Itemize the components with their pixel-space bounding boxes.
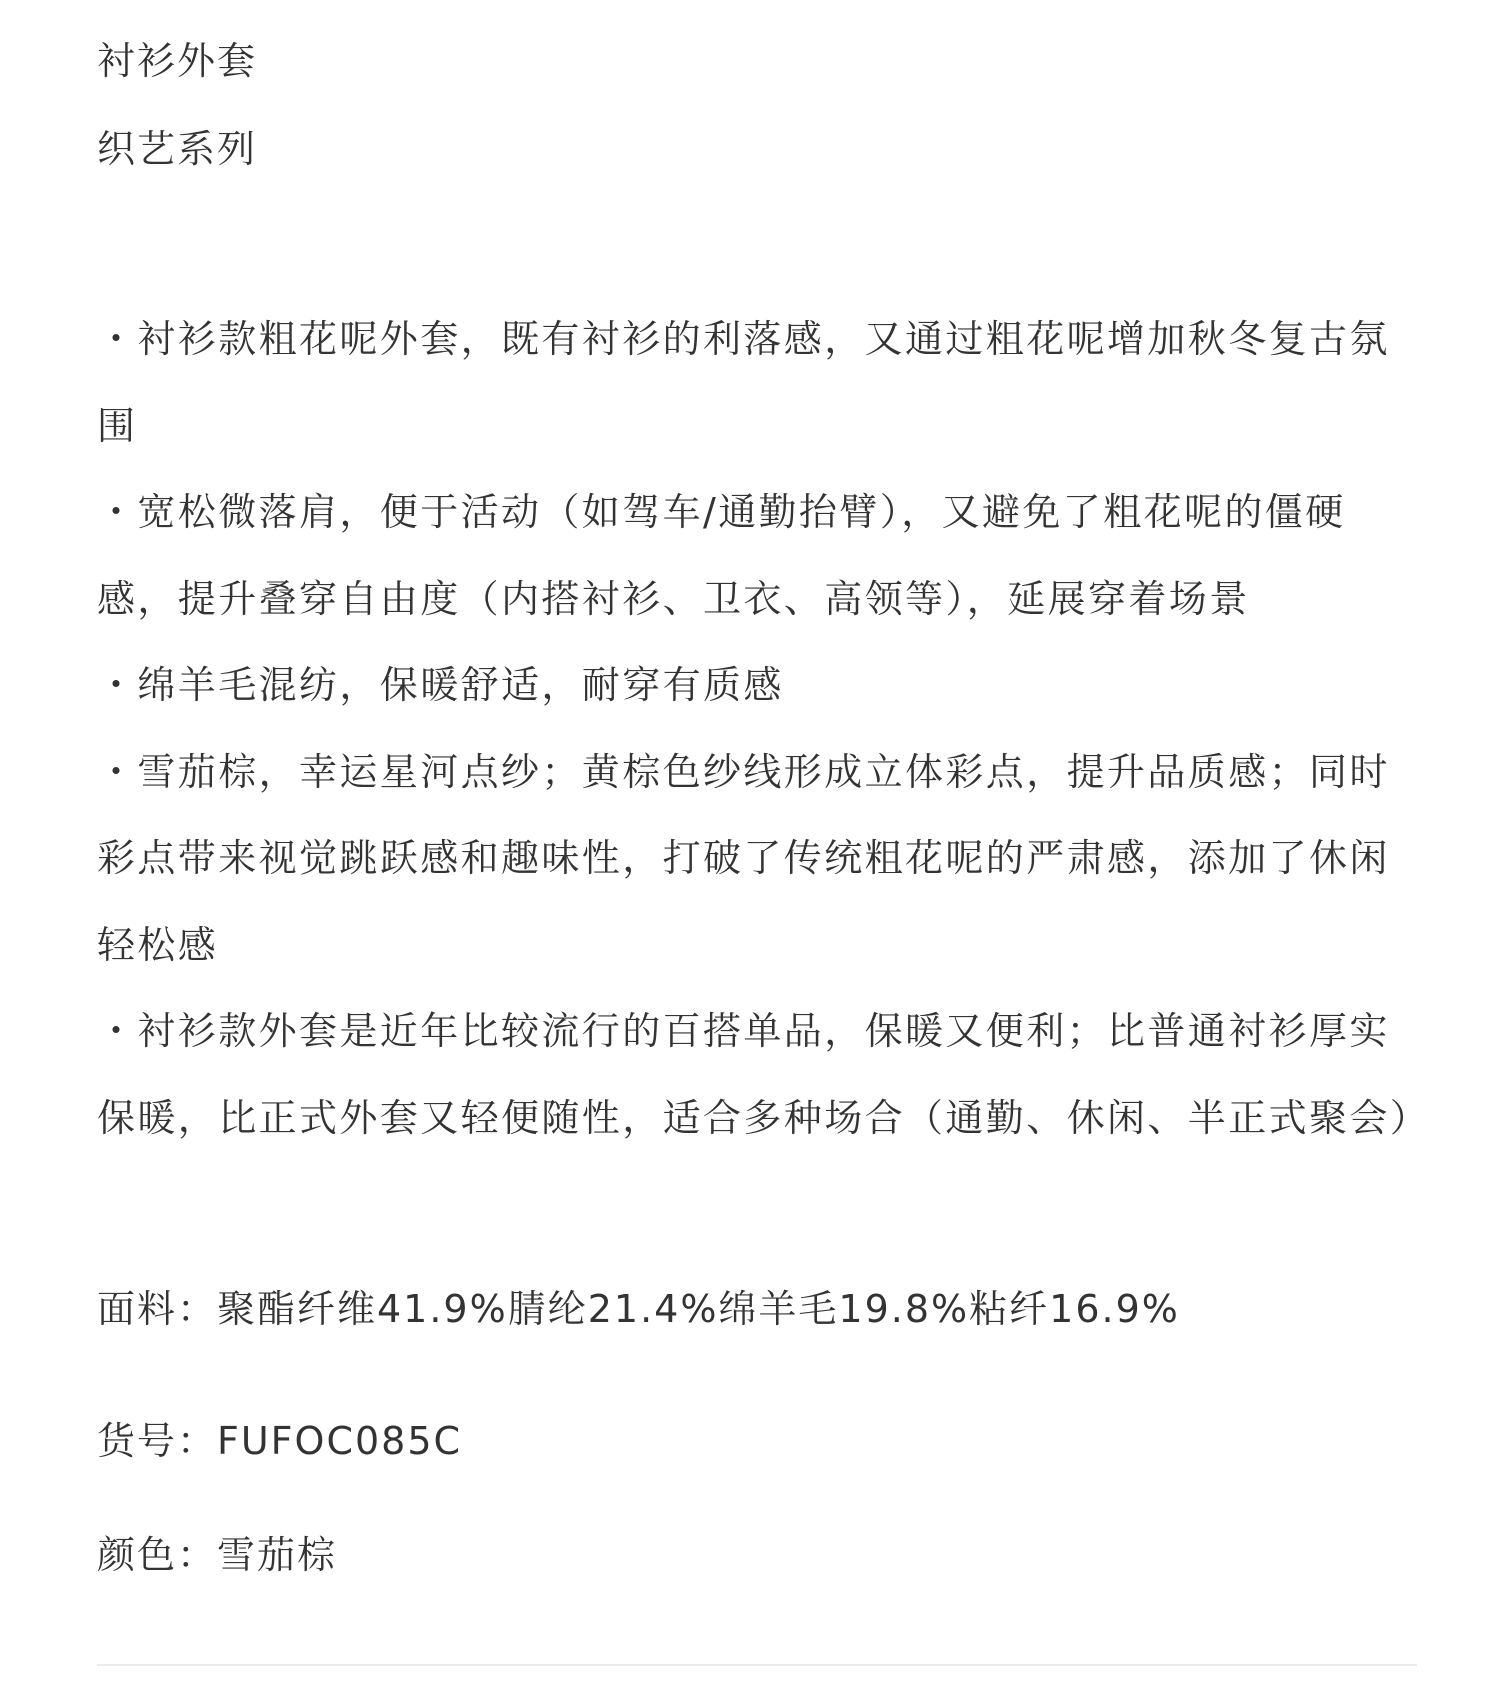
feature-item: ・衬衫款外套是近年比较流行的百搭单品，保暖又便利；比普通衬衫厚实保暖，比正式外套又轻便随性，适合多种场合（通勤、休闲、半正式聚会） — [97, 1009, 1431, 1140]
color-name: 颜色：雪茄棕 — [97, 1533, 338, 1577]
feature-list — [97, 296, 1431, 1161]
feature-item: ・衬衫款粗花呢外套，既有衬衫的利落感，又通过粗花呢增加秋冬复古氛围 — [97, 317, 1390, 448]
product-series: 织艺系列 — [97, 127, 258, 171]
feature-item: ・绵羊毛混纺，保暖舒适，耐穿有质感 — [97, 663, 784, 707]
feature-item: ・雪茄棕，幸运星河点纱；黄棕色纱线形成立体彩点，提升品质感；同时彩点带来视觉跳跃感和趣味性，打破了传统粗花呢的严肃感，添加了休闲轻松感 — [97, 749, 1390, 967]
product-name: 衬衫外套 — [97, 39, 258, 83]
section-divider — [97, 1664, 1417, 1666]
feature-item: ・宽松微落肩，便于活动（如驾车/通勤抬臂），又避免了粗花呢的僵硬感，提升叠穿自由度（内搭衬衫、卫衣、高领等），延展穿着场景 — [97, 490, 1346, 621]
fabric-composition: 面料：聚酯纤维41.9%腈纶21.4%绵羊毛19.8%粘纤16.9% — [97, 1287, 1180, 1331]
item-number: 货号：FUFOC085C — [97, 1419, 463, 1463]
